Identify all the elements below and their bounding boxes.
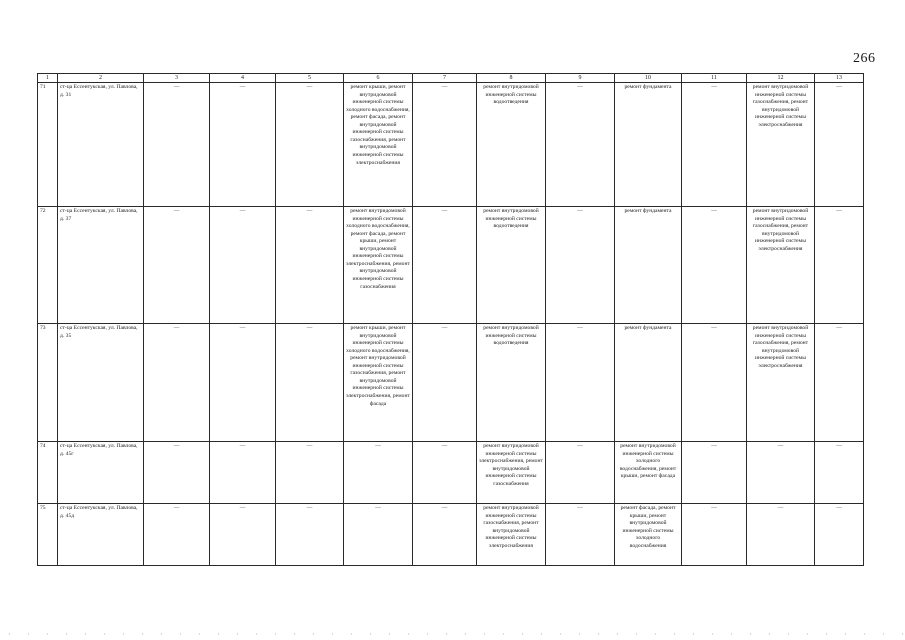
table-row (38, 442, 864, 504)
dash-cell: — (682, 442, 747, 504)
dash-cell: — (210, 83, 276, 207)
dash-cell: — (747, 442, 815, 504)
dash-cell: — (210, 324, 276, 442)
work-cell: ремонт внутридомовой инженерной системы газоснабжения, ремонт внутридомовой инженерной системы электроснабжения (747, 207, 815, 324)
column-header: 8 (477, 74, 546, 83)
column-header: 12 (747, 74, 815, 83)
dash-cell: — (815, 324, 864, 442)
address-cell: ст-ца Ессентукская, ул. Павлова, д. 31 (58, 83, 144, 207)
row-number: 73 (38, 324, 58, 442)
dash-cell: — (144, 442, 210, 504)
column-header: 13 (815, 74, 864, 83)
dash-cell: — (210, 442, 276, 504)
work-cell: ремонт внутридомовой инженерной системы газоснабжения, ремонт внутридомовой инженерной системы электроснабжения (747, 83, 815, 207)
dash-cell: — (413, 504, 477, 566)
scan-artifact-dots (0, 632, 905, 636)
dash-cell: — (276, 324, 344, 442)
table-row (38, 207, 864, 324)
dash-cell: — (815, 442, 864, 504)
dash-cell: — (413, 324, 477, 442)
row-number: 75 (38, 504, 58, 566)
column-header: 2 (58, 74, 144, 83)
row-number: 72 (38, 207, 58, 324)
dash-cell: — (276, 83, 344, 207)
work-cell: ремонт крыши, ремонт внутридомовой инженерной системы холодного водоснабжения, ремонт внутридомовой инженерной системы газоснабжения, ремонт внутридомовой инженерной системы электроснабжения, ремонт фасада (344, 324, 413, 442)
dash-cell: — (546, 207, 615, 324)
column-header: 4 (210, 74, 276, 83)
table-row (38, 324, 864, 442)
work-cell: ремонт крыши, ремонт внутридомовой инженерной системы холодного водоснабжения, ремонт фасада, ремонт внутридомовой инженерной системы газоснабжения, ремонт внутридомовой инженерной системы электроснабжения (344, 83, 413, 207)
dash-cell: — (815, 207, 864, 324)
dash-cell: — (815, 504, 864, 566)
dash-cell: — (344, 504, 413, 566)
work-cell: ремонт внутридомовой инженерной системы холодного водоснабжения, ремонт крыши, ремонт фасада (615, 442, 682, 504)
repair-plan-table (37, 73, 864, 566)
column-header: 7 (413, 74, 477, 83)
work-cell: ремонт внутридомовой инженерной системы водоотведения (477, 324, 546, 442)
dash-cell: — (276, 207, 344, 324)
page-number: 266 (853, 51, 876, 66)
table-row (38, 83, 864, 207)
dash-cell: — (276, 442, 344, 504)
dash-cell: — (144, 504, 210, 566)
column-header-row (38, 74, 864, 83)
column-header: 10 (615, 74, 682, 83)
dash-cell: — (747, 504, 815, 566)
dash-cell: — (344, 442, 413, 504)
dash-cell: — (682, 324, 747, 442)
dash-cell: — (546, 324, 615, 442)
column-header: 6 (344, 74, 413, 83)
dash-cell: — (682, 83, 747, 207)
address-cell: ст-ца Ессентукская, ул. Павлова, д. 37 (58, 207, 144, 324)
dash-cell: — (546, 442, 615, 504)
work-cell: ремонт внутридомовой инженерной системы электроснабжения, ремонт внутридомовой инженерной системы газоснабжения (477, 442, 546, 504)
address-cell: ст-ца Ессентукская, ул. Павлова, д. 45г (58, 442, 144, 504)
row-number: 71 (38, 83, 58, 207)
dash-cell: — (815, 83, 864, 207)
column-header: 1 (38, 74, 58, 83)
work-cell: ремонт внутридомовой инженерной системы газоснабжения, ремонт внутридомовой инженерной системы электроснабжения (747, 324, 815, 442)
dash-cell: — (210, 504, 276, 566)
work-cell: ремонт внутридомовой инженерной системы водоотведения (477, 207, 546, 324)
work-cell: ремонт фундамента (615, 83, 682, 207)
dash-cell: — (144, 324, 210, 442)
dash-cell: — (682, 504, 747, 566)
dash-cell: — (413, 83, 477, 207)
work-cell: ремонт фундамента (615, 324, 682, 442)
dash-cell: — (413, 207, 477, 324)
dash-cell: — (682, 207, 747, 324)
address-cell: ст-ца Ессентукская, ул. Павлова, д. 35 (58, 324, 144, 442)
work-cell: ремонт фасада, ремонт крыши, ремонт внутридомовой инженерной системы холодного водоснабжения (615, 504, 682, 566)
dash-cell: — (546, 83, 615, 207)
address-cell: ст-ца Ессентукская, ул. Павлова, д. 45д (58, 504, 144, 566)
dash-cell: — (413, 442, 477, 504)
work-cell: ремонт фундамента (615, 207, 682, 324)
column-header: 9 (546, 74, 615, 83)
dash-cell: — (144, 83, 210, 207)
row-number: 74 (38, 442, 58, 504)
work-cell: ремонт внутридомовой инженерной системы водоотведения (477, 83, 546, 207)
dash-cell: — (546, 504, 615, 566)
work-cell: ремонт внутридомовой инженерной системы газоснабжения, ремонт внутридомовой инженерной системы электроснабжения (477, 504, 546, 566)
column-header: 3 (144, 74, 210, 83)
column-header: 11 (682, 74, 747, 83)
column-header: 5 (276, 74, 344, 83)
dash-cell: — (210, 207, 276, 324)
work-cell: ремонт внутридомовой инженерной системы холодного водоснабжения, ремонт фасада, ремонт крыши, ремонт внутридомовой инженерной системы электроснабжения, ремонт внутридомовой инженерной системы газоснабжения (344, 207, 413, 324)
table-row (38, 504, 864, 566)
dash-cell: — (276, 504, 344, 566)
dash-cell: — (144, 207, 210, 324)
